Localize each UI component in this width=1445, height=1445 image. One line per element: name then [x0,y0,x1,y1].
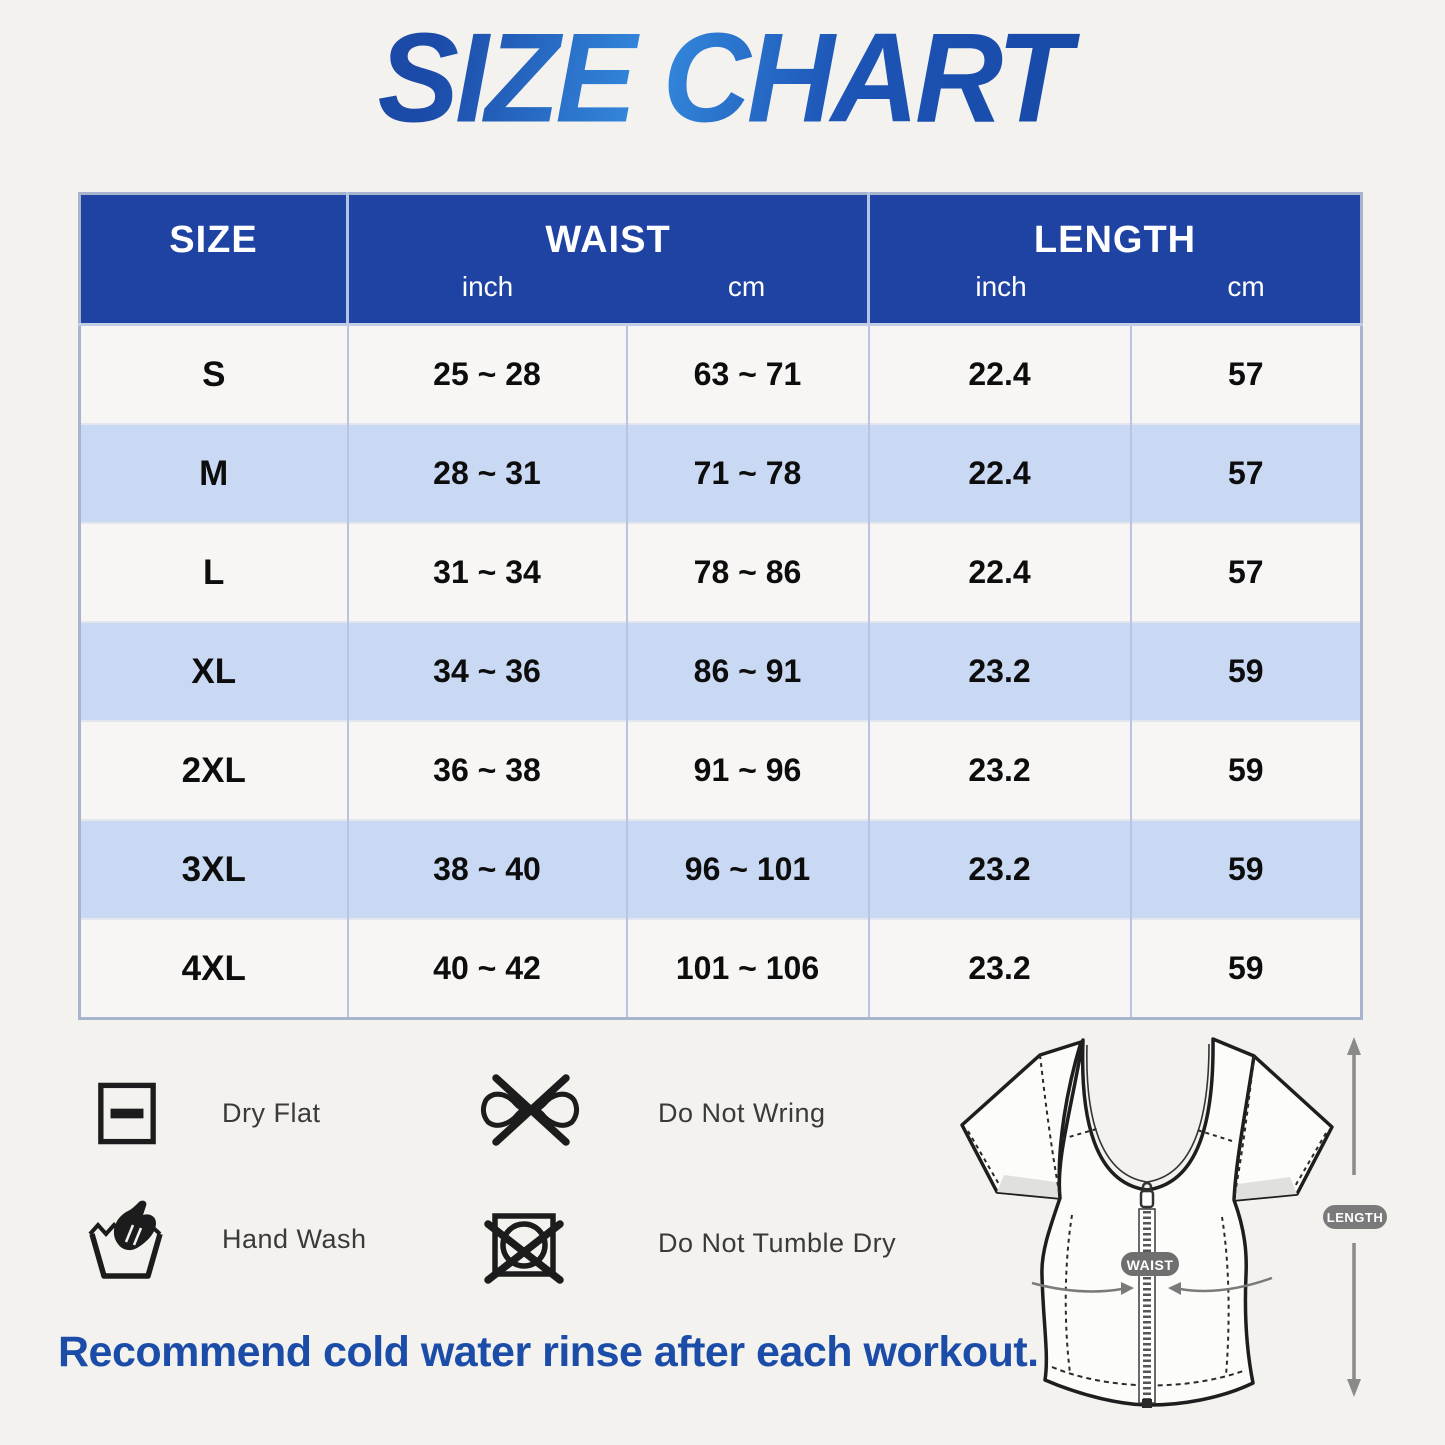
size-cell: L [80,523,348,622]
waist-unit-inch: inch [461,271,514,302]
value-cell: 38 ~ 40 [348,820,627,919]
length-badge [1323,1205,1387,1229]
value-cell: 36 ~ 38 [348,721,627,820]
table-row [80,721,1362,820]
do-not-tumble-dry-icon [482,1208,566,1286]
column-header-waist [348,194,869,325]
size-cell: 2XL [80,721,348,820]
care-label-do-not-tumble-dry: Do Not Tumble Dry [658,1228,897,1258]
value-cell: 59 [1131,721,1362,820]
value-cell: 22.4 [869,325,1131,425]
column-header-size [80,194,348,325]
table-row [80,919,1362,1019]
size-table [78,192,1363,1020]
length-header-label: LENGTH [1033,219,1197,261]
value-cell: 23.2 [869,622,1131,721]
length-unit-cm: cm [1227,271,1265,302]
footer-note: Recommend cold water rinse after each workout. [58,1328,1039,1376]
waist-header-label: WAIST [545,219,671,261]
value-cell: 78 ~ 86 [627,523,869,622]
value-cell: 57 [1131,424,1362,523]
dry-flat-icon [96,1080,158,1147]
value-cell: 31 ~ 34 [348,523,627,622]
value-cell: 59 [1131,622,1362,721]
zipper [1139,1183,1155,1408]
care-label-hand-wash: Hand Wash [222,1224,367,1254]
column-header-length [869,194,1362,325]
table-row [80,622,1362,721]
size-cell: S [80,325,348,425]
value-cell: 34 ~ 36 [348,622,627,721]
size-cell: M [80,424,348,523]
value-cell: 101 ~ 106 [627,919,869,1019]
size-cell: 4XL [80,919,348,1019]
garment-diagram [930,1025,1400,1441]
value-cell: 28 ~ 31 [348,424,627,523]
care-label-dry-flat: Dry Flat [222,1098,321,1128]
length-units [870,271,1360,303]
value-cell: 22.4 [869,424,1131,523]
value-cell: 23.2 [869,919,1131,1019]
waist-badge-label: WAIST [1126,1257,1174,1273]
value-cell: 23.2 [869,721,1131,820]
table-row [80,523,1362,622]
value-cell: 22.4 [869,523,1131,622]
value-cell: 40 ~ 42 [348,919,627,1019]
length-badge-label: LENGTH [1326,1210,1384,1225]
waist-units [349,271,867,303]
size-header-label: SIZE [169,219,258,261]
page-title: SIZE CHART [0,7,1445,149]
table-row [80,424,1362,523]
value-cell: 59 [1131,820,1362,919]
value-cell: 91 ~ 96 [627,721,869,820]
value-cell: 96 ~ 101 [627,820,869,919]
table-row [80,820,1362,919]
sleeves [962,1041,1332,1200]
length-unit-inch: inch [975,271,1027,302]
table-header-row [80,194,1362,325]
value-cell: 57 [1131,325,1362,425]
size-cell: XL [80,622,348,721]
value-cell: 25 ~ 28 [348,325,627,425]
table-row [80,325,1362,425]
value-cell: 23.2 [869,820,1131,919]
value-cell: 86 ~ 91 [627,622,869,721]
do-not-wring-icon [474,1070,586,1150]
value-cell: 57 [1131,523,1362,622]
value-cell: 71 ~ 78 [627,424,869,523]
size-cell: 3XL [80,820,348,919]
value-cell: 59 [1131,919,1362,1019]
hand-wash-icon [88,1196,164,1280]
waist-badge [1121,1252,1179,1276]
value-cell: 63 ~ 71 [627,325,869,425]
waist-unit-cm: cm [727,271,766,302]
care-label-do-not-wring: Do Not Wring [658,1098,826,1128]
